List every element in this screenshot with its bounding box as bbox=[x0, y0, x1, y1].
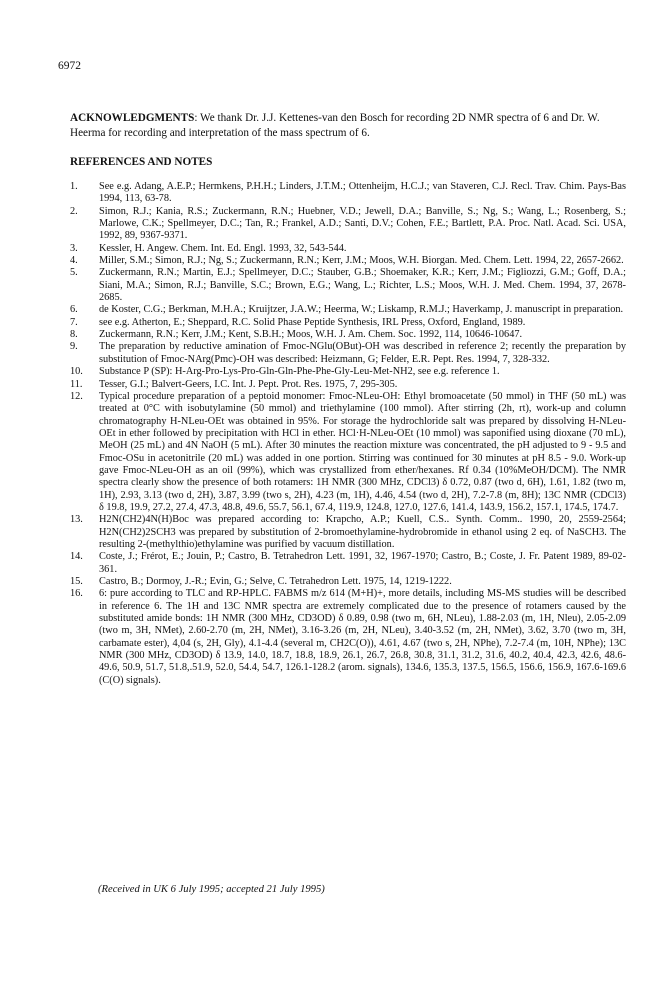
reference-item bbox=[70, 181, 626, 206]
reference-item bbox=[70, 588, 626, 687]
reference-item bbox=[70, 551, 626, 576]
acknowledgments-heading: ACKNOWLEDGMENTS bbox=[70, 112, 195, 124]
reference-item bbox=[70, 576, 626, 588]
reference-text: Zuckermann, R.N.; Martin, E.J.; Spellmeyer, D.C.; Stauber, G.B.; Shoemaker, K.R.; Kerr, J.M.; Figliozzi, G.M.; Goff, D.A.; Siani, M.A.; Simon, R.J.; Banville, S.C.; Brown, E.G.; Wang, L.; Richter, L.S.; Moos, W.H. J. Med. Chem. 1994, 37, 2678-2685. bbox=[99, 267, 626, 304]
reference-item bbox=[70, 329, 626, 341]
reference-text: Kessler, H. Angew. Chem. Int. Ed. Engl. 1993, 32, 543-544. bbox=[99, 242, 347, 254]
reference-number: 13. bbox=[70, 514, 83, 526]
reference-text: H2N(CH2)4N(H)Boc was prepared according to: Krapcho, A.P.; Kuell, C.S.. Synth. Comm.. 1990, 20, 2559-2564; H2N(CH2)2SCH3 was prepared by substitution of 2-bromoethylamine-hydrobromide in ethanol using 2 eq. of NaSCH3. The resulting 2-(methylthio)ethylamine was purified by vacuum distillation. bbox=[99, 514, 626, 550]
reference-item bbox=[70, 267, 626, 304]
acknowledgments-text: : We thank Dr. J.J. Kettenes-van den Bosch for recording 2D NMR spectra of 6 and Dr. W. Heerma for recording and interpretation of the mass spectrum of 6. bbox=[70, 112, 600, 139]
acknowledgments bbox=[70, 111, 622, 140]
reference-item bbox=[70, 379, 626, 391]
reference-number: 7. bbox=[70, 316, 78, 328]
reference-item bbox=[70, 255, 626, 267]
reference-text: Coste, J.; Frérot, E.; Jouin, P.; Castro, B. Tetrahedron Lett. 1991, 32, 1967-1970; Castro, B.; Coste, J. Fr. Patent 1989, 89-02-361. bbox=[99, 551, 626, 575]
reference-text: de Koster, C.G.; Berkman, M.H.A.; Kruijtzer, J.A.W.; Heerma, W.; Liskamp, R.M.J.; Haverkamp, J. manuscript in preparation. bbox=[99, 304, 624, 316]
reference-item bbox=[70, 243, 626, 255]
reference-number: 14. bbox=[70, 551, 83, 563]
received-dates: (Received in UK 6 July 1995; accepted 21 July 1995) bbox=[98, 884, 325, 895]
reference-item bbox=[70, 206, 626, 243]
references-heading: REFERENCES AND NOTES bbox=[70, 156, 213, 168]
page-number: 6972 bbox=[58, 60, 81, 72]
reference-text: See e.g. Adang, A.E.P.; Hermkens, P.H.H.; Linders, J.T.M.; Ottenheijm, H.C.J.; van Staveren, C.J. Recl. Trav. Chim. Pays-Bas 1994, 113, 63-78. bbox=[99, 181, 626, 205]
reference-text: 6: pure according to TLC and RP-HPLC. FABMS m/z 614 (M+H)+, more details, including MS-MS studies will be described in reference 6. The 1H and 13C NMR spectra are extremely complicated due to the presence of rotamers caused by the substituted amide bonds: 1H NMR (300 MHz, CD3OD) δ 0.89, 0.98 (two m, 6H, NLeu), 1.88-2.03 (m, 1H, Nleu), 2.05-2.09 (two m, 3H, NMet), 2.60-2.70 (m, 2H, NMet), 3.16-3.26 (m, 2H, NLeu), 3.40-3.52 (m, 2H, NMet), 3.62, 3.70 (two m, 3H, carbamate ester), 4,04 (s, 2H, Gly), 4.1-4.4 (several m, CH2C(O)), 4.61, 4.67 (two s, 2H, NPhe), 7.2-7.4 (m, 10H, NPhe); 13C NMR (300 MHz, CD3OD) δ 13.9, 14.0, 18.7, 18.8, 18.9, 26.1, 26.7, 26.8, 30.8, 31.1, 31.2, 31.6, 40.2, 40.4, 42.3, 42.6, 48.6-49.6, 50.9, 51.7, 51.8,.51.9, 52.0, 54.4, 54.7, 126.1-128.2 (arom. signals), 134.6, 135.3, 137.5, 156.5, 156.6, 156.9, 167.6-169.6 (C(O) signals). bbox=[99, 588, 626, 686]
reference-number: 9. bbox=[70, 341, 78, 353]
reference-number: 5. bbox=[70, 267, 78, 279]
reference-number: 3. bbox=[70, 242, 78, 254]
reference-number: 4. bbox=[70, 255, 78, 267]
reference-text: Castro, B.; Dormoy, J.-R.; Evin, G.; Selve, C. Tetrahedron Lett. 1975, 14, 1219-1222. bbox=[99, 576, 452, 587]
reference-number: 8. bbox=[70, 329, 78, 341]
reference-text: The preparation by reductive amination of Fmoc-NGlu(OBut)-OH was described in reference 2; recently the preparation by substitution of Fmoc-NArg(Pmc)-OH was described: Heizmann, G; Felder, E.R. Pept. Res. 1994, 7, 328-332. bbox=[99, 341, 626, 365]
reference-text: see e.g. Atherton, E.; Sheppard, R.C. Solid Phase Peptide Synthesis, IRL Press, Oxford, England, 1989. bbox=[99, 316, 526, 328]
reference-text: Zuckermann, R.N.; Kerr, J.M.; Kent, S.B.H.; Moos, W.H. J. Am. Chem. Soc. 1992, 114, 10646-10647. bbox=[99, 329, 523, 341]
reference-number: 10. bbox=[70, 366, 83, 378]
reference-number: 12. bbox=[70, 390, 83, 402]
reference-text: Simon, R.J.; Kania, R.S.; Zuckermann, R.N.; Huebner, V.D.; Jewell, D.A.; Banville, S.; Ng, S.; Wang, L.; Rosenberg, S.; Marlowe, C.K.; Spellmeyer, D.C.; Tan, R.; Frankel, A.D.; Santi, D.V.; Cohen, F.E.; Bartlett, P.A. Proc. Natl. Acad. Sci. USA, 1992, 89, 9367-9371. bbox=[99, 205, 626, 242]
reference-number: 11. bbox=[70, 378, 83, 390]
reference-number: 6. bbox=[70, 304, 78, 316]
reference-number: 1. bbox=[70, 181, 78, 192]
reference-text: Tesser, G.I.; Balvert-Geers, I.C. Int. J. Pept. Prot. Res. 1975, 7, 295-305. bbox=[99, 378, 398, 390]
reference-item bbox=[70, 514, 626, 551]
reference-text: Substance P (SP): H-Arg-Pro-Lys-Pro-Gln-Gln-Phe-Phe-Gly-Leu-Met-NH2, see e.g. reference 1. bbox=[99, 366, 500, 378]
reference-text: Typical procedure preparation of a peptoid monomer: Fmoc-NLeu-OH: Ethyl bromoacetate (50 mmol) in THF (50 mL) was treated at 0°C with isobutylamine (50 mmol) and triethylamine (100 mmol). After stirring (2h, rt), work-up and column chromatography H-NLeu-OEt was obtained in 95%. For storage the hydrochloride salt was prepared by dissolving H-NLeu-OEt in ether followed by precipitation with HCl in ether. HCl·H-NLeu-OEt (10 mmol) was saponified using dioxane (70 mL), MeOH (25 mL) and 4N NaOH (5 mL). After 30 minutes the reaction mixture was concentrated, the pH adjusted to 9 - 9.5 and Fmoc-OSu in acetonitrile (20 mL) was added in one portion. Stirring was continued for 30 minutes at pH 8.5 - 9.0. Work-up gave Fmoc-NLeu-OH as an oil (99%), which was crystallized from ether/hexanes. Rf 0.34 (10%MeOH/DCM). The NMR spectra clearly show the presence of both rotamers: 1H NMR (300 MHz, CDCl3) δ 0.72, 0.87 (two d, 6H), 1.61, 1.82 (two m, 1H), 2.93, 3.13 (two d, 2H), 3.87, 3.99 (two s, 2H), 4.23 (m, 1H), 4.46, 4.54 (two d, 2H), 7.2-7.8 (m, 8H); 13C NMR (CDCl3) δ 19.8, 19.9, 27.2, 27.4, 47.3, 48.8, 49.6, 55.7, 56.1, 67.4, 119.9, 124.8, 127.0, 127.6, 141.4, 143.9, 156.2, 157.1, 174.5, 174.7. bbox=[99, 390, 626, 513]
reference-number: 16. bbox=[70, 588, 83, 600]
reference-number: 2. bbox=[70, 205, 78, 217]
reference-item bbox=[70, 391, 626, 514]
reference-item bbox=[70, 304, 626, 316]
reference-number: 15. bbox=[70, 576, 83, 587]
reference-item bbox=[70, 366, 626, 378]
reference-item bbox=[70, 317, 626, 329]
reference-item bbox=[70, 341, 626, 366]
references-list bbox=[70, 181, 626, 687]
reference-text: Miller, S.M.; Simon, R.J.; Ng, S.; Zuckermann, R.N.; Kerr, J.M.; Moos, W.H. Biorgan. Med. Chem. Lett. 1994, 22, 2657-2662. bbox=[99, 255, 624, 267]
